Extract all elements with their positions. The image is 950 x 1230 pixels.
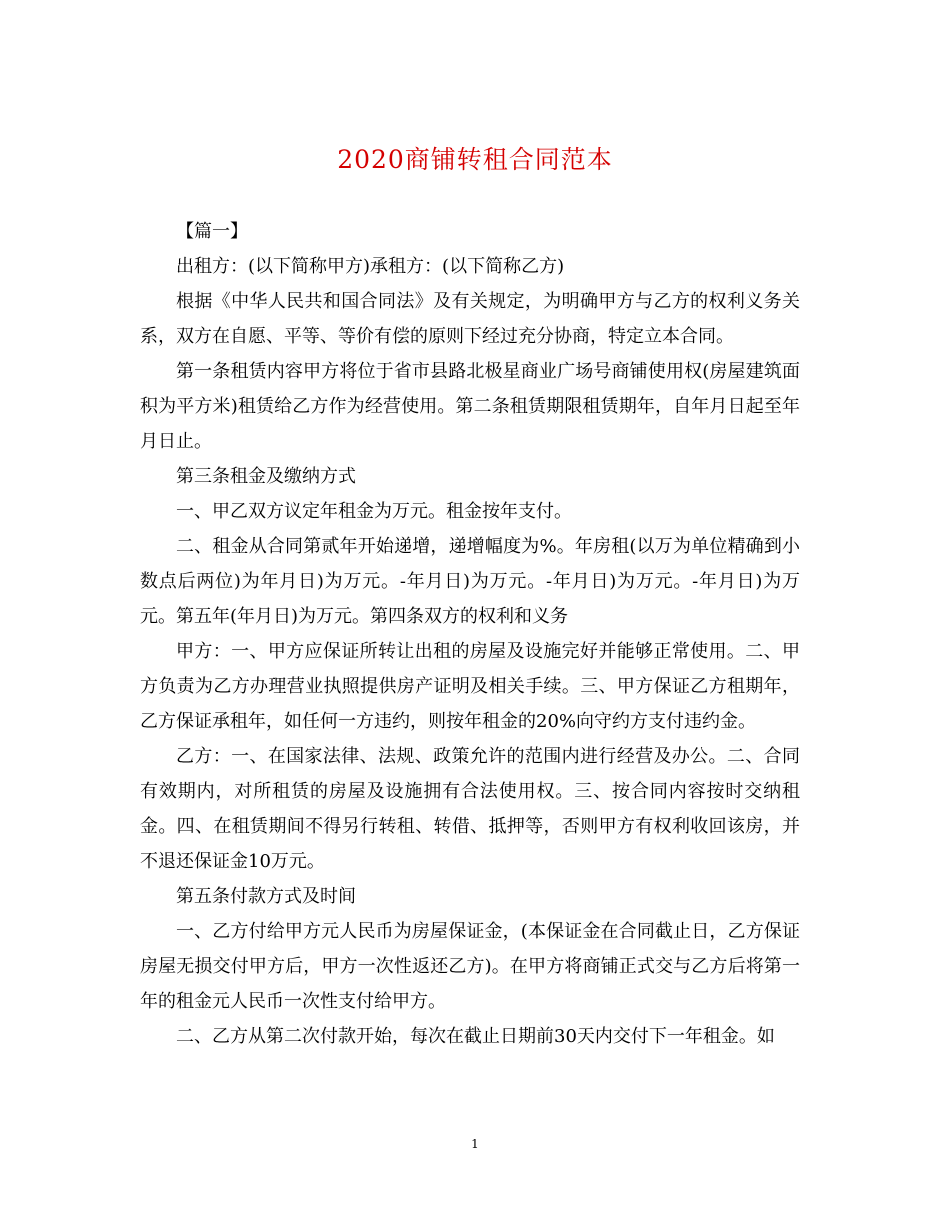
paragraph-party-b-duties: 乙方：一、在国家法律、法规、政策允许的范围内进行经营及办公。二、合同有效期内，对所租赁的房屋及设施拥有合法使用权。三、按合同内容按时交纳租金。四、在租赁期间不得另行转租、转借、抵押等，否则甲方有权利收回该房，并不退还保证金10万元。 bbox=[140, 746, 800, 872]
paragraph-article-3-heading: 第三条租金及缴纳方式 bbox=[176, 466, 356, 487]
paragraph-article-5-heading: 第五条付款方式及时间 bbox=[176, 886, 356, 907]
paragraph-party-a-duties: 甲方：一、甲方应保证所转让出租的房屋及设施完好并能够正常使用。二、甲方负责为乙方办理营业执照提供房产证明及相关手续。三、甲方保证乙方租期年，乙方保证承租年，如任何一方违约，则按年租金的20%向守约方支付违约金。 bbox=[140, 641, 800, 732]
paragraph-parties: 出租方：(以下简称甲方)承租方：(以下简称乙方) bbox=[176, 256, 565, 277]
paragraph-article-1-2: 第一条租赁内容甲方将位于省市县路北极星商业广场号商铺使用权(房屋建筑面积为平方米)租赁给乙方作为经营使用。第二条租赁期限租赁期年，自年月日起至年月日止。 bbox=[140, 361, 800, 452]
paragraph-deposit: 一、乙方付给甲方元人民币为房屋保证金，(本保证金在合同截止日，乙方保证房屋无损交付甲方后，甲方一次性返还乙方)。在甲方将商铺正式交与乙方后将第一年的租金元人民币一次性支付给甲方。 bbox=[140, 921, 800, 1012]
paragraph-rent-increase: 二、租金从合同第贰年开始递增，递增幅度为%。年房租(以万为单位精确到小数点后两位)为年月日)为万元。-年月日)为万元。-年月日)为万元。-年月日)为万元。第五年(年月日)为万元。第四条双方的权利和义务 bbox=[140, 536, 800, 627]
page-number: 1 bbox=[471, 1137, 479, 1151]
paragraph-payment-schedule: 二、乙方从第二次付款开始，每次在截止日期前30天内交付下一年租金。如 bbox=[176, 1026, 775, 1047]
section-heading: 【篇一】 bbox=[176, 221, 248, 242]
paragraph-rent-amount: 一、甲乙双方议定年租金为万元。租金按年支付。 bbox=[176, 501, 572, 522]
paragraph-preamble: 根据《中华人民共和国合同法》及有关规定，为明确甲方与乙方的权利义务关系，双方在自愿、平等、等价有偿的原则下经过充分协商，特定立本合同。 bbox=[140, 291, 800, 347]
document-title: 2020商铺转租合同范本 bbox=[337, 145, 613, 174]
document-body bbox=[140, 214, 800, 1054]
